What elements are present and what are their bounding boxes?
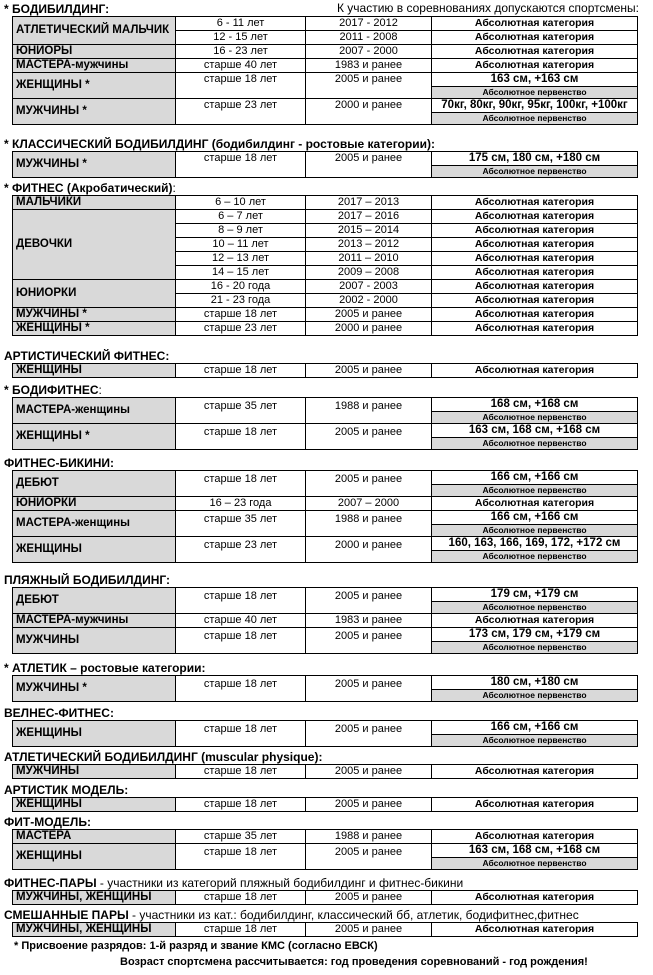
- competition-category: [432, 210, 638, 224]
- category-name: МАСТЕРА-женщины: [13, 398, 176, 424]
- competition-category: [432, 398, 638, 424]
- table-row: [13, 398, 638, 424]
- section-title-text: БОДИФИТНЕС: [12, 383, 99, 397]
- category-name: ДЕБЮТ: [13, 471, 176, 497]
- table-row: [13, 891, 638, 905]
- table-row: [13, 152, 638, 178]
- table-row: [13, 765, 638, 779]
- category-name: ЖЕНЩИНЫ: [13, 537, 176, 563]
- category-value: Абсолютная категория: [474, 891, 595, 903]
- age-range: старше 35 лет: [176, 511, 306, 537]
- birth-years: 2005 и ранее: [306, 923, 432, 937]
- table-row: [13, 17, 638, 31]
- category-name: МАСТЕРА-женщины: [13, 511, 176, 537]
- birth-years: 2005 и ранее: [306, 152, 432, 178]
- birth-years: 2005 и ранее: [306, 844, 432, 870]
- age-range: 12 - 15 лет: [176, 31, 306, 45]
- age-range: старше 23 лет: [176, 99, 306, 125]
- section-subtitle: :: [98, 383, 102, 397]
- competition-category: [432, 844, 638, 870]
- competition-category: [432, 424, 638, 450]
- category-name: МУЖЧИНЫ: [13, 765, 176, 779]
- competition-category: [432, 765, 638, 779]
- section-title-text: СМЕШАННЫЕ ПАРЫ: [4, 908, 129, 922]
- category-value: Абсолютная категория: [474, 923, 595, 935]
- birth-years: 2005 и ранее: [306, 308, 432, 322]
- category-value: Абсолютная категория: [474, 798, 595, 810]
- category-name: АТЛЕТИЧЕСКИЙ МАЛЬЧИК: [13, 17, 176, 45]
- competition-category: [432, 224, 638, 238]
- competition-category: [432, 252, 638, 266]
- category-name: МАЛЬЧИКИ: [13, 196, 176, 210]
- category-table: [12, 470, 638, 563]
- age-range: 16 - 23 лет: [176, 45, 306, 59]
- category-value: Абсолютная категория: [474, 266, 595, 278]
- category-name: ЖЕНЩИНЫ: [13, 364, 176, 378]
- category-value: Абсолютная категория: [474, 224, 595, 236]
- category-value: Абсолютная категория: [474, 294, 595, 306]
- age-range: старше 18 лет: [176, 471, 306, 497]
- birth-years: 1983 и ранее: [306, 59, 432, 73]
- age-range: 10 – 11 лет: [176, 238, 306, 252]
- age-range: старше 18 лет: [176, 891, 306, 905]
- category-value: 175 см, 180 см, +180 см: [468, 152, 601, 164]
- birth-years: 2005 и ранее: [306, 471, 432, 497]
- section-subtitle: :: [172, 181, 176, 195]
- category-name: ЖЕНЩИНЫ: [13, 798, 176, 812]
- birth-years: 2017 – 2013: [306, 196, 432, 210]
- category-value: Абсолютная категория: [474, 252, 595, 264]
- absolute-championship: Абсолютное первенство: [432, 689, 637, 701]
- category-table: [12, 397, 638, 450]
- category-value: 166 см, +166 см: [490, 511, 579, 523]
- category-table: [12, 922, 638, 937]
- age-range: старше 18 лет: [176, 923, 306, 937]
- table-row: [13, 99, 638, 125]
- section-title: [4, 876, 463, 890]
- table-row: [13, 280, 638, 294]
- section-title-text: АРТИСТИЧЕСКИЙ ФИТНЕС:: [4, 349, 170, 363]
- section-subtitle: - участники из кат.: бодибилдинг, классический бб, атлетик, бодифитнес,фитнес: [128, 908, 579, 922]
- table-row: [13, 424, 638, 450]
- table-row: [13, 210, 638, 224]
- table-row: [13, 676, 638, 702]
- absolute-championship: Абсолютное первенство: [432, 437, 637, 449]
- competition-category: [432, 59, 638, 73]
- age-range: старше 18 лет: [176, 424, 306, 450]
- age-range: старше 18 лет: [176, 628, 306, 654]
- age-range: старше 23 лет: [176, 537, 306, 563]
- competition-category: [432, 31, 638, 45]
- absolute-championship: Абсолютное первенство: [432, 601, 637, 613]
- absolute-championship: Абсолютное первенство: [432, 112, 637, 124]
- birth-years: 2005 и ранее: [306, 721, 432, 747]
- competition-category: [432, 676, 638, 702]
- section-title-text: БОДИБИЛДИНГ:: [12, 2, 110, 16]
- birth-years: 2005 и ранее: [306, 73, 432, 99]
- age-range: 12 – 13 лет: [176, 252, 306, 266]
- birth-years: 2002 - 2000: [306, 294, 432, 308]
- age-range: 21 - 23 года: [176, 294, 306, 308]
- competition-category: [432, 294, 638, 308]
- age-range: старше 23 лет: [176, 322, 306, 336]
- age-range: 6 – 7 лет: [176, 210, 306, 224]
- age-range: старше 40 лет: [176, 59, 306, 73]
- intro-text: К участию в соревнованиях допускаются спортсмены:: [336, 1, 639, 15]
- category-name: ЖЕНЩИНЫ *: [13, 424, 176, 450]
- competition-category: [432, 238, 638, 252]
- competition-category: [432, 17, 638, 31]
- birth-years: 2000 и ранее: [306, 322, 432, 336]
- competition-category: [432, 308, 638, 322]
- age-range: старше 18 лет: [176, 308, 306, 322]
- absolute-championship: Абсолютное первенство: [432, 734, 637, 746]
- birth-years: 2005 и ранее: [306, 765, 432, 779]
- table-row: [13, 511, 638, 537]
- table-row: [13, 471, 638, 497]
- birth-years: 2005 и ранее: [306, 798, 432, 812]
- category-value: Абсолютная категория: [474, 196, 595, 208]
- birth-years: 2007 - 2003: [306, 280, 432, 294]
- birth-years: 1988 и ранее: [306, 398, 432, 424]
- category-value: Абсолютная категория: [474, 308, 595, 320]
- competition-category: [432, 721, 638, 747]
- age-range: старше 18 лет: [176, 73, 306, 99]
- age-range: 16 - 20 года: [176, 280, 306, 294]
- category-name: МУЖЧИНЫ *: [13, 99, 176, 125]
- section-title: [4, 573, 170, 587]
- category-name: ДЕБЮТ: [13, 588, 176, 614]
- category-table: [12, 587, 638, 654]
- category-name: ЮНИОРКИ: [13, 280, 176, 308]
- absolute-championship: Абсолютное первенство: [432, 411, 637, 423]
- age-range: старше 18 лет: [176, 676, 306, 702]
- table-row: [13, 628, 638, 654]
- table-row: [13, 73, 638, 99]
- category-value: 166 см, +166 см: [490, 721, 579, 733]
- competition-category: [432, 99, 638, 125]
- birth-years: 2005 и ранее: [306, 588, 432, 614]
- category-table: [12, 764, 638, 779]
- section-title: [4, 456, 114, 470]
- category-value: 163 см, 168 см, +168 см: [468, 424, 601, 436]
- birth-years: 2005 и ранее: [306, 676, 432, 702]
- birth-years: 2013 – 2012: [306, 238, 432, 252]
- age-range: 16 – 23 года: [176, 497, 306, 511]
- category-value: Абсолютная категория: [474, 59, 595, 71]
- section-subtitle: - участники из категорий пляжный бодибилдинг и фитнес-бикини: [96, 876, 464, 890]
- age-range: старше 18 лет: [176, 844, 306, 870]
- category-name: ЖЕНЩИНЫ *: [13, 322, 176, 336]
- section-title: * АТЛЕТИК – ростовые категории:: [4, 661, 206, 675]
- category-value: 163 см, +163 см: [490, 73, 579, 85]
- category-name: МУЖЧИНЫ, ЖЕНЩИНЫ: [13, 923, 176, 937]
- section-title-text: ФИТНЕС-БИКИНИ:: [4, 456, 115, 470]
- birth-years: 2011 - 2008: [306, 31, 432, 45]
- section-title: [4, 706, 114, 720]
- competition-category: [432, 923, 638, 937]
- competition-category: [432, 364, 638, 378]
- table-row: [13, 588, 638, 614]
- age-range: старше 35 лет: [176, 398, 306, 424]
- section-title: [4, 349, 169, 363]
- competition-category: [432, 322, 638, 336]
- footer-age-note: Возраст спортсмена рассчитывается: год проведения соревнований - год рождения!: [120, 956, 588, 968]
- section-title: [4, 750, 322, 764]
- category-name: МУЖЧИНЫ *: [13, 676, 176, 702]
- age-range: старше 18 лет: [176, 765, 306, 779]
- section-title-text: АТЛЕТИЧЕСКИЙ БОДИБИЛДИНГ (muscular physique):: [4, 750, 323, 764]
- category-value: 168 см, +168 см: [490, 398, 579, 410]
- birth-years: 2005 и ранее: [306, 424, 432, 450]
- category-value: 163 см, 168 см, +168 см: [468, 844, 601, 856]
- category-name: ЖЕНЩИНЫ *: [13, 73, 176, 99]
- category-table: [12, 890, 638, 905]
- table-row: [13, 537, 638, 563]
- category-table: [12, 675, 638, 702]
- birth-years: 1983 и ранее: [306, 614, 432, 628]
- competition-category: [432, 73, 638, 99]
- section-title-text: АРТИСТИК МОДЕЛЬ:: [4, 783, 129, 797]
- table-row: [13, 196, 638, 210]
- birth-years: 2007 - 2000: [306, 45, 432, 59]
- category-name: ДЕВОЧКИ: [13, 210, 176, 280]
- competition-category: [432, 196, 638, 210]
- birth-years: 2009 – 2008: [306, 266, 432, 280]
- table-row: [13, 45, 638, 59]
- birth-years: 1988 и ранее: [306, 511, 432, 537]
- absolute-championship: Абсолютное первенство: [432, 86, 637, 98]
- birth-years: 2005 и ранее: [306, 364, 432, 378]
- section-title-text: ФИТ-МОДЕЛЬ:: [4, 815, 91, 829]
- section-title: [4, 908, 579, 922]
- competition-category: [432, 266, 638, 280]
- age-range: старше 18 лет: [176, 364, 306, 378]
- competition-category: [432, 537, 638, 563]
- category-value: Абсолютная категория: [474, 31, 595, 43]
- birth-years: 2017 – 2016: [306, 210, 432, 224]
- table-row: [13, 497, 638, 511]
- absolute-championship: Абсолютное первенство: [432, 165, 637, 177]
- category-value: Абсолютная категория: [474, 765, 595, 777]
- absolute-championship: Абсолютное первенство: [432, 641, 637, 653]
- category-name: ЮНИОРКИ: [13, 497, 176, 511]
- birth-years: 2000 и ранее: [306, 537, 432, 563]
- age-range: старше 35 лет: [176, 830, 306, 844]
- category-table: [12, 151, 638, 178]
- category-value: Абсолютная категория: [474, 17, 595, 29]
- category-name: МАСТЕРА: [13, 830, 176, 844]
- table-row: [13, 844, 638, 870]
- category-value: Абсолютная категория: [474, 614, 595, 626]
- category-value: 160, 163, 166, 169, 172, +172 см: [448, 537, 621, 549]
- category-value: Абсолютная категория: [474, 238, 595, 250]
- category-value: Абсолютная категория: [474, 830, 595, 842]
- category-name: МУЖЧИНЫ *: [13, 152, 176, 178]
- category-value: Абсолютная категория: [474, 364, 595, 376]
- competition-category: [432, 628, 638, 654]
- section-title: * КЛАССИЧЕСКИЙ БОДИБИЛДИНГ (бодибилдинг - ростовые категории):: [4, 137, 435, 151]
- age-range: старше 18 лет: [176, 721, 306, 747]
- category-value: Абсолютная категория: [474, 497, 595, 509]
- category-name: МАСТЕРА-мужчины: [13, 614, 176, 628]
- age-range: старше 18 лет: [176, 588, 306, 614]
- age-range: 6 - 11 лет: [176, 17, 306, 31]
- category-value: 173 см, 179 см, +179 см: [468, 628, 601, 640]
- category-name: МАСТЕРА-мужчины: [13, 59, 176, 73]
- section-title: * БОДИФИТНЕС:: [4, 383, 102, 397]
- competition-category: [432, 830, 638, 844]
- competition-category: [432, 798, 638, 812]
- table-row: [13, 59, 638, 73]
- section-title-text: ФИТНЕС (Акробатический): [12, 181, 173, 195]
- category-name: МУЖЧИНЫ, ЖЕНЩИНЫ: [13, 891, 176, 905]
- section-title-text: ФИТНЕС-ПАРЫ: [4, 876, 97, 890]
- section-title: [4, 815, 91, 829]
- competition-category: [432, 280, 638, 294]
- birth-years: 1988 и ранее: [306, 830, 432, 844]
- table-row: [13, 322, 638, 336]
- birth-years: 2017 - 2012: [306, 17, 432, 31]
- footer-note: * Присвоение разрядов: 1-й разряд и звание КМС (согласно ЕВСК): [14, 940, 378, 952]
- table-row: [13, 614, 638, 628]
- category-name: ЖЕНЩИНЫ: [13, 721, 176, 747]
- section-title: * БОДИБИЛДИНГ:: [4, 2, 110, 16]
- age-range: 8 – 9 лет: [176, 224, 306, 238]
- birth-years: 2011 – 2010: [306, 252, 432, 266]
- absolute-championship: Абсолютное первенство: [432, 524, 637, 536]
- category-table: [12, 720, 638, 747]
- category-value: Абсолютная категория: [474, 45, 595, 57]
- competition-category: [432, 588, 638, 614]
- section-title-text: ВЕЛНЕС-ФИТНЕС:: [4, 706, 114, 720]
- age-range: старше 18 лет: [176, 152, 306, 178]
- section-title: * ФИТНЕС (Акробатический):: [4, 181, 176, 195]
- absolute-championship: Абсолютное первенство: [432, 550, 637, 562]
- section-title-text: КЛАССИЧЕСКИЙ БОДИБИЛДИНГ (бодибилдинг - ростовые категории):: [12, 137, 435, 151]
- birth-years: 2000 и ранее: [306, 99, 432, 125]
- table-row: [13, 308, 638, 322]
- category-name: МУЖЧИНЫ *: [13, 308, 176, 322]
- birth-years: 2005 и ранее: [306, 891, 432, 905]
- table-row: [13, 830, 638, 844]
- absolute-championship: Абсолютное первенство: [432, 857, 637, 869]
- category-name: ЮНИОРЫ: [13, 45, 176, 59]
- competition-category: [432, 511, 638, 537]
- table-row: [13, 923, 638, 937]
- category-name: МУЖЧИНЫ: [13, 628, 176, 654]
- absolute-championship: Абсолютное первенство: [432, 484, 637, 496]
- birth-years: 2015 – 2014: [306, 224, 432, 238]
- category-table: [12, 195, 638, 336]
- category-name: ЖЕНЩИНЫ: [13, 844, 176, 870]
- competition-category: [432, 152, 638, 178]
- age-range: старше 40 лет: [176, 614, 306, 628]
- category-value: 179 см, +179 см: [490, 588, 579, 600]
- category-table: [12, 797, 638, 812]
- table-row: [13, 364, 638, 378]
- competition-category: [432, 891, 638, 905]
- birth-years: 2007 – 2000: [306, 497, 432, 511]
- table-row: [13, 721, 638, 747]
- competition-category: [432, 471, 638, 497]
- age-range: 14 – 15 лет: [176, 266, 306, 280]
- competition-category: [432, 45, 638, 59]
- competition-category: [432, 497, 638, 511]
- category-table: [12, 363, 638, 378]
- category-table: [12, 829, 638, 870]
- table-row: [13, 798, 638, 812]
- age-range: старше 18 лет: [176, 798, 306, 812]
- category-value: 180 см, +180 см: [490, 676, 579, 688]
- category-value: Абсолютная категория: [474, 322, 595, 334]
- category-value: Абсолютная категория: [474, 280, 595, 292]
- birth-years: 2005 и ранее: [306, 628, 432, 654]
- category-value: Абсолютная категория: [474, 210, 595, 222]
- age-range: 6 – 10 лет: [176, 196, 306, 210]
- section-title: [4, 783, 128, 797]
- category-table: [12, 16, 638, 125]
- category-value: 166 см, +166 см: [490, 471, 579, 483]
- section-title-text: ПЛЯЖНЫЙ БОДИБИЛДИНГ:: [4, 573, 171, 587]
- category-value: 70кг, 80кг, 90кг, 95кг, 100кг, +100кг: [441, 99, 628, 111]
- competition-category: [432, 614, 638, 628]
- section-title-text: АТЛЕТИК – ростовые категории:: [12, 661, 206, 675]
